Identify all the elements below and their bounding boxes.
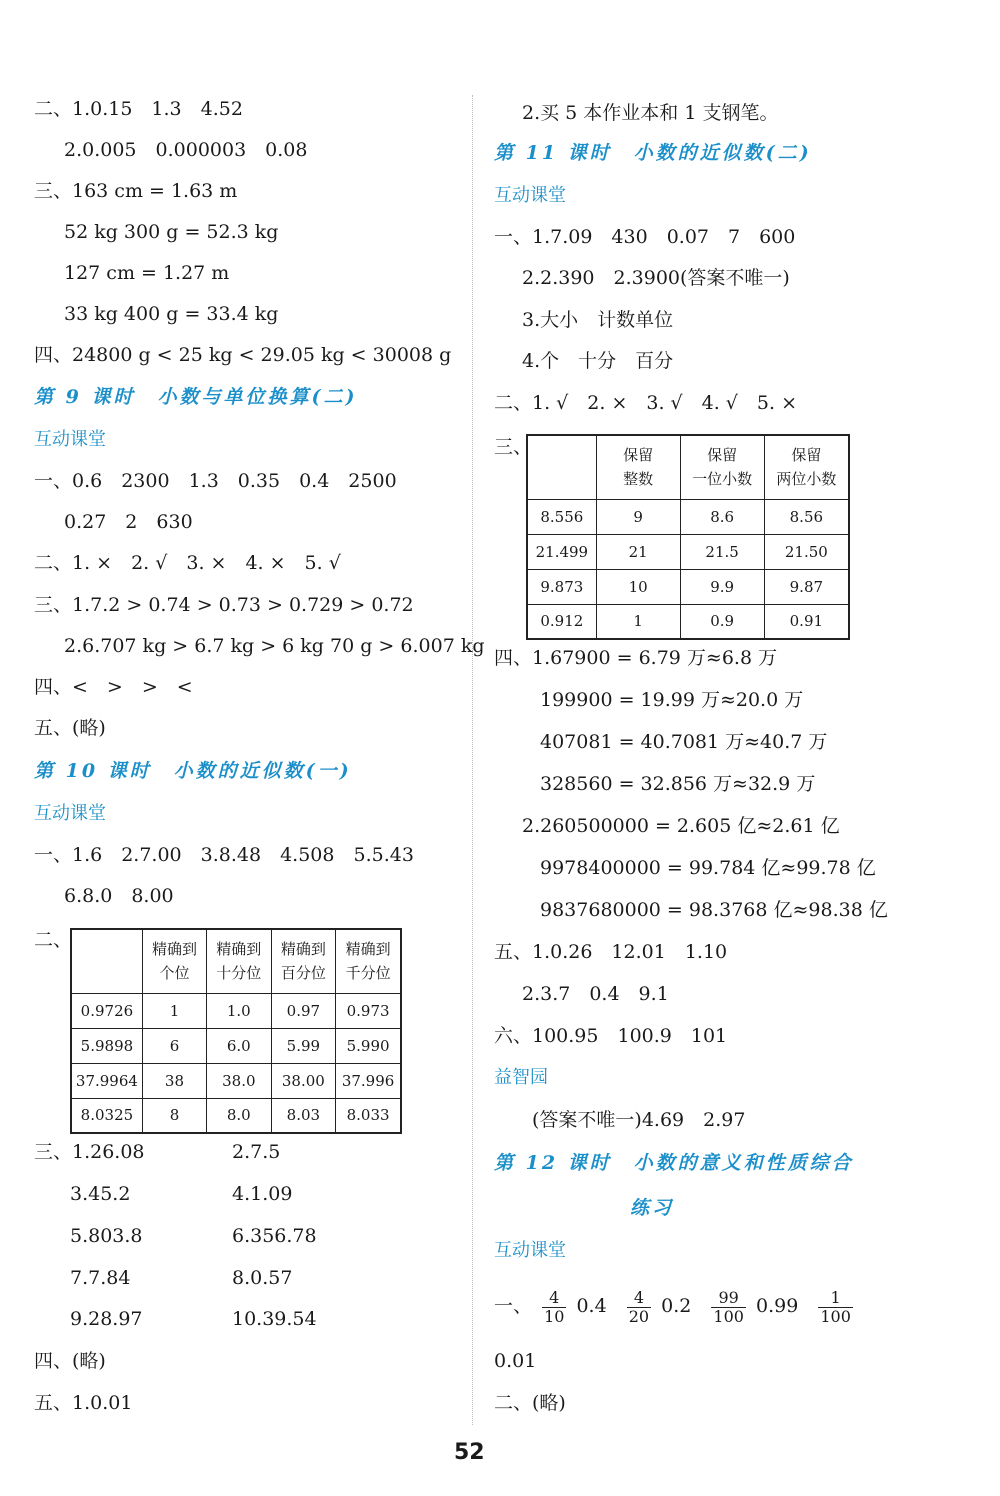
rounding-table-1 [70, 928, 402, 1134]
table-cell: 9.9 [680, 569, 764, 604]
table-corner-cell [527, 435, 596, 499]
fraction-denominator: 20 [628, 1306, 650, 1326]
answer-line: 0.01 [494, 1350, 537, 1372]
fraction [627, 1289, 651, 1326]
answer-line: 四、(略) [34, 1350, 106, 1372]
section-label: 互动课堂 [494, 185, 566, 206]
answer-line: (答案不唯一)4.69 2.97 [532, 1109, 746, 1131]
answer-line: 二、1.0.15 1.3 4.52 [34, 98, 243, 120]
answer-line: 三、 [494, 436, 533, 458]
answer-line: 2.3.7 0.4 9.1 [522, 983, 669, 1005]
header-line: 精确到 [151, 940, 197, 959]
page-number: 52 [454, 1440, 485, 1465]
table-row [527, 499, 849, 534]
header-line: 保留 [791, 446, 822, 465]
table-cell: 1 [596, 604, 680, 639]
table-cell: 10 [596, 569, 680, 604]
table-header-cell [271, 929, 336, 993]
answer-line: 3.45.2 [70, 1183, 131, 1205]
table-cell: 21 [596, 534, 680, 569]
table-cell: 8.0325 [71, 1098, 142, 1133]
fraction [818, 1289, 853, 1326]
table-cell: 1 [142, 993, 206, 1028]
header-line: 保留 [623, 446, 654, 465]
table-row [527, 604, 849, 639]
table-cell: 38.0 [207, 1063, 271, 1098]
column-divider [472, 95, 473, 1425]
table-cell: 5.9898 [71, 1028, 142, 1063]
answer-line: 三、1.7.2 > 0.74 > 0.73 > 0.729 > 0.72 [34, 594, 414, 616]
header-line: 精确到 [216, 940, 262, 959]
answer-line: 127 cm = 1.27 m [64, 262, 230, 284]
answer-line: 2.买 5 本作业本和 1 支钢笔。 [522, 102, 779, 124]
answer-line: 二、(略) [494, 1392, 566, 1414]
answer-line: 五、(略) [34, 717, 106, 739]
table-cell: 37.996 [336, 1063, 401, 1098]
answer-line: 二、1. × 2. √ 3. × 4. × 5. √ [34, 552, 341, 574]
answer-line: 五、1.0.01 [34, 1392, 133, 1414]
answer-line: 33 kg 400 g = 33.4 kg [64, 303, 279, 325]
table-row [527, 569, 849, 604]
header-line: 精确到 [280, 940, 326, 959]
header-line: 一位小数 [692, 470, 753, 489]
answer-line: 四、< > > < [34, 676, 193, 698]
header-line: 百分位 [280, 964, 326, 983]
answer-line: 二、 [34, 929, 73, 951]
table-cell: 8.6 [680, 499, 764, 534]
table-header-cell [336, 929, 401, 993]
answer-line: 2.7.5 [232, 1141, 281, 1163]
answer-line: 三、1.26.08 [34, 1141, 145, 1163]
header-line: 保留 [707, 446, 738, 465]
lesson-11-heading: 第 11 课时 小数的近似数(二) [494, 142, 812, 164]
answer-line: 2.0.005 0.000003 0.08 [64, 139, 308, 161]
table-cell: 6.0 [207, 1028, 271, 1063]
answer-line: 407081 = 40.7081 万≈40.7 万 [540, 731, 828, 753]
lesson-12-heading: 第 12 课时 小数的意义和性质综合 [494, 1152, 854, 1174]
table-cell: 0.912 [527, 604, 596, 639]
rounding-table-2 [526, 434, 850, 640]
section-label: 益智园 [494, 1067, 548, 1088]
fraction [542, 1289, 566, 1326]
table-cell: 5.990 [336, 1028, 401, 1063]
table-cell: 9.87 [764, 569, 849, 604]
decimal-value: 0.4 [576, 1295, 607, 1317]
table-cell: 0.973 [336, 993, 401, 1028]
answer-line: 二、1. √ 2. × 3. √ 4. √ 5. × [494, 392, 797, 414]
table-cell: 9.873 [527, 569, 596, 604]
table-cell: 5.99 [271, 1028, 336, 1063]
header-line: 千分位 [345, 964, 391, 983]
answer-line: 四、1.67900 = 6.79 万≈6.8 万 [494, 647, 778, 669]
answer-line: 四、24800 g < 25 kg < 29.05 kg < 30008 g [34, 344, 452, 366]
table-header-cell [764, 435, 849, 499]
table-row [71, 1063, 401, 1098]
fraction-denominator: 100 [713, 1306, 744, 1326]
answer-line: 五、1.0.26 12.01 1.10 [494, 941, 728, 963]
table-header-cell [680, 435, 764, 499]
fraction-numerator: 1 [818, 1289, 853, 1308]
table-cell: 21.499 [527, 534, 596, 569]
header-line: 精确到 [345, 940, 391, 959]
table-cell: 37.9964 [71, 1063, 142, 1098]
table-cell: 8 [142, 1098, 206, 1133]
table-cell: 0.9726 [71, 993, 142, 1028]
lesson-9-heading: 第 9 课时 小数与单位换算(二) [34, 386, 358, 408]
table-cell: 38.00 [271, 1063, 336, 1098]
fraction-numerator: 4 [542, 1289, 566, 1308]
table-cell: 8.556 [527, 499, 596, 534]
fraction-numerator: 99 [711, 1289, 746, 1308]
table-cell: 8.033 [336, 1098, 401, 1133]
header-line: 个位 [159, 964, 190, 983]
table-cell: 38 [142, 1063, 206, 1098]
table-cell: 8.56 [764, 499, 849, 534]
answer-line: 199900 = 19.99 万≈20.0 万 [540, 689, 804, 711]
header-line: 整数 [623, 470, 654, 489]
table-header-cell [596, 435, 680, 499]
answer-line: 一、1.6 2.7.00 3.8.48 4.508 5.5.43 [34, 844, 414, 866]
table-cell: 0.91 [764, 604, 849, 639]
table-cell: 8.0 [207, 1098, 271, 1133]
answer-line: 52 kg 300 g = 52.3 kg [64, 221, 279, 243]
answer-line: 六、100.95 100.9 101 [494, 1025, 728, 1047]
decimal-value: 0.2 [661, 1295, 692, 1317]
answer-line: 3.大小 计数单位 [522, 309, 674, 331]
section-label: 互动课堂 [494, 1240, 566, 1261]
table-row [71, 993, 401, 1028]
section-label: 互动课堂 [34, 803, 106, 824]
answer-line: 2.2.390 2.3900(答案不唯一) [522, 267, 790, 289]
answer-line: 10.39.54 [232, 1308, 317, 1330]
answer-line: 9978400000 = 99.784 亿≈99.78 亿 [540, 857, 876, 879]
item-prefix: 一、 [494, 1295, 533, 1317]
answer-line: 0.27 2 630 [64, 511, 193, 533]
answer-line: 2.6.707 kg > 6.7 kg > 6 kg 70 g > 6.007 kg [64, 635, 485, 657]
answer-line: 328560 = 32.856 万≈32.9 万 [540, 773, 816, 795]
table-row [527, 534, 849, 569]
table-corner-cell [71, 929, 142, 993]
fraction-numerator: 4 [627, 1289, 651, 1308]
table-header-cell [142, 929, 206, 993]
table-cell: 21.50 [764, 534, 849, 569]
answer-line: 9837680000 = 98.3768 亿≈98.38 亿 [540, 899, 888, 921]
table-row [71, 1098, 401, 1133]
answer-line: 6.356.78 [232, 1225, 317, 1247]
answer-line: 5.803.8 [70, 1225, 143, 1247]
fraction-denominator: 10 [544, 1306, 565, 1326]
lesson-12-heading-line2: 练习 [630, 1197, 675, 1219]
answer-line: 一、1.7.09 430 0.07 7 600 [494, 226, 796, 248]
answer-line: 三、163 cm = 1.63 m [34, 180, 238, 202]
header-line: 两位小数 [776, 470, 837, 489]
fraction-answer-line [494, 1284, 857, 1328]
table-row [71, 1028, 401, 1063]
lesson-10-heading: 第 10 课时 小数的近似数(一) [34, 760, 352, 782]
table-cell: 8.03 [271, 1098, 336, 1133]
answer-line: 6.8.0 8.00 [64, 885, 174, 907]
table-cell: 9 [596, 499, 680, 534]
table-cell: 0.97 [271, 993, 336, 1028]
answer-line: 4.1.09 [232, 1183, 293, 1205]
table-cell: 0.9 [680, 604, 764, 639]
fraction-denominator: 100 [820, 1306, 851, 1326]
decimal-value: 0.99 [756, 1295, 799, 1317]
fraction [711, 1289, 746, 1326]
section-label: 互动课堂 [34, 429, 106, 450]
answer-line: 8.0.57 [232, 1267, 293, 1289]
table-header-cell [207, 929, 271, 993]
answer-line: 一、0.6 2300 1.3 0.35 0.4 2500 [34, 470, 397, 492]
table-cell: 6 [142, 1028, 206, 1063]
table-cell: 21.5 [680, 534, 764, 569]
answer-line: 4.个 十分 百分 [522, 350, 674, 372]
answer-line: 7.7.84 [70, 1267, 131, 1289]
answer-line: 9.28.97 [70, 1308, 143, 1330]
answer-line: 2.260500000 = 2.605 亿≈2.61 亿 [522, 815, 840, 837]
table-cell: 1.0 [207, 993, 271, 1028]
header-line: 十分位 [216, 964, 262, 983]
